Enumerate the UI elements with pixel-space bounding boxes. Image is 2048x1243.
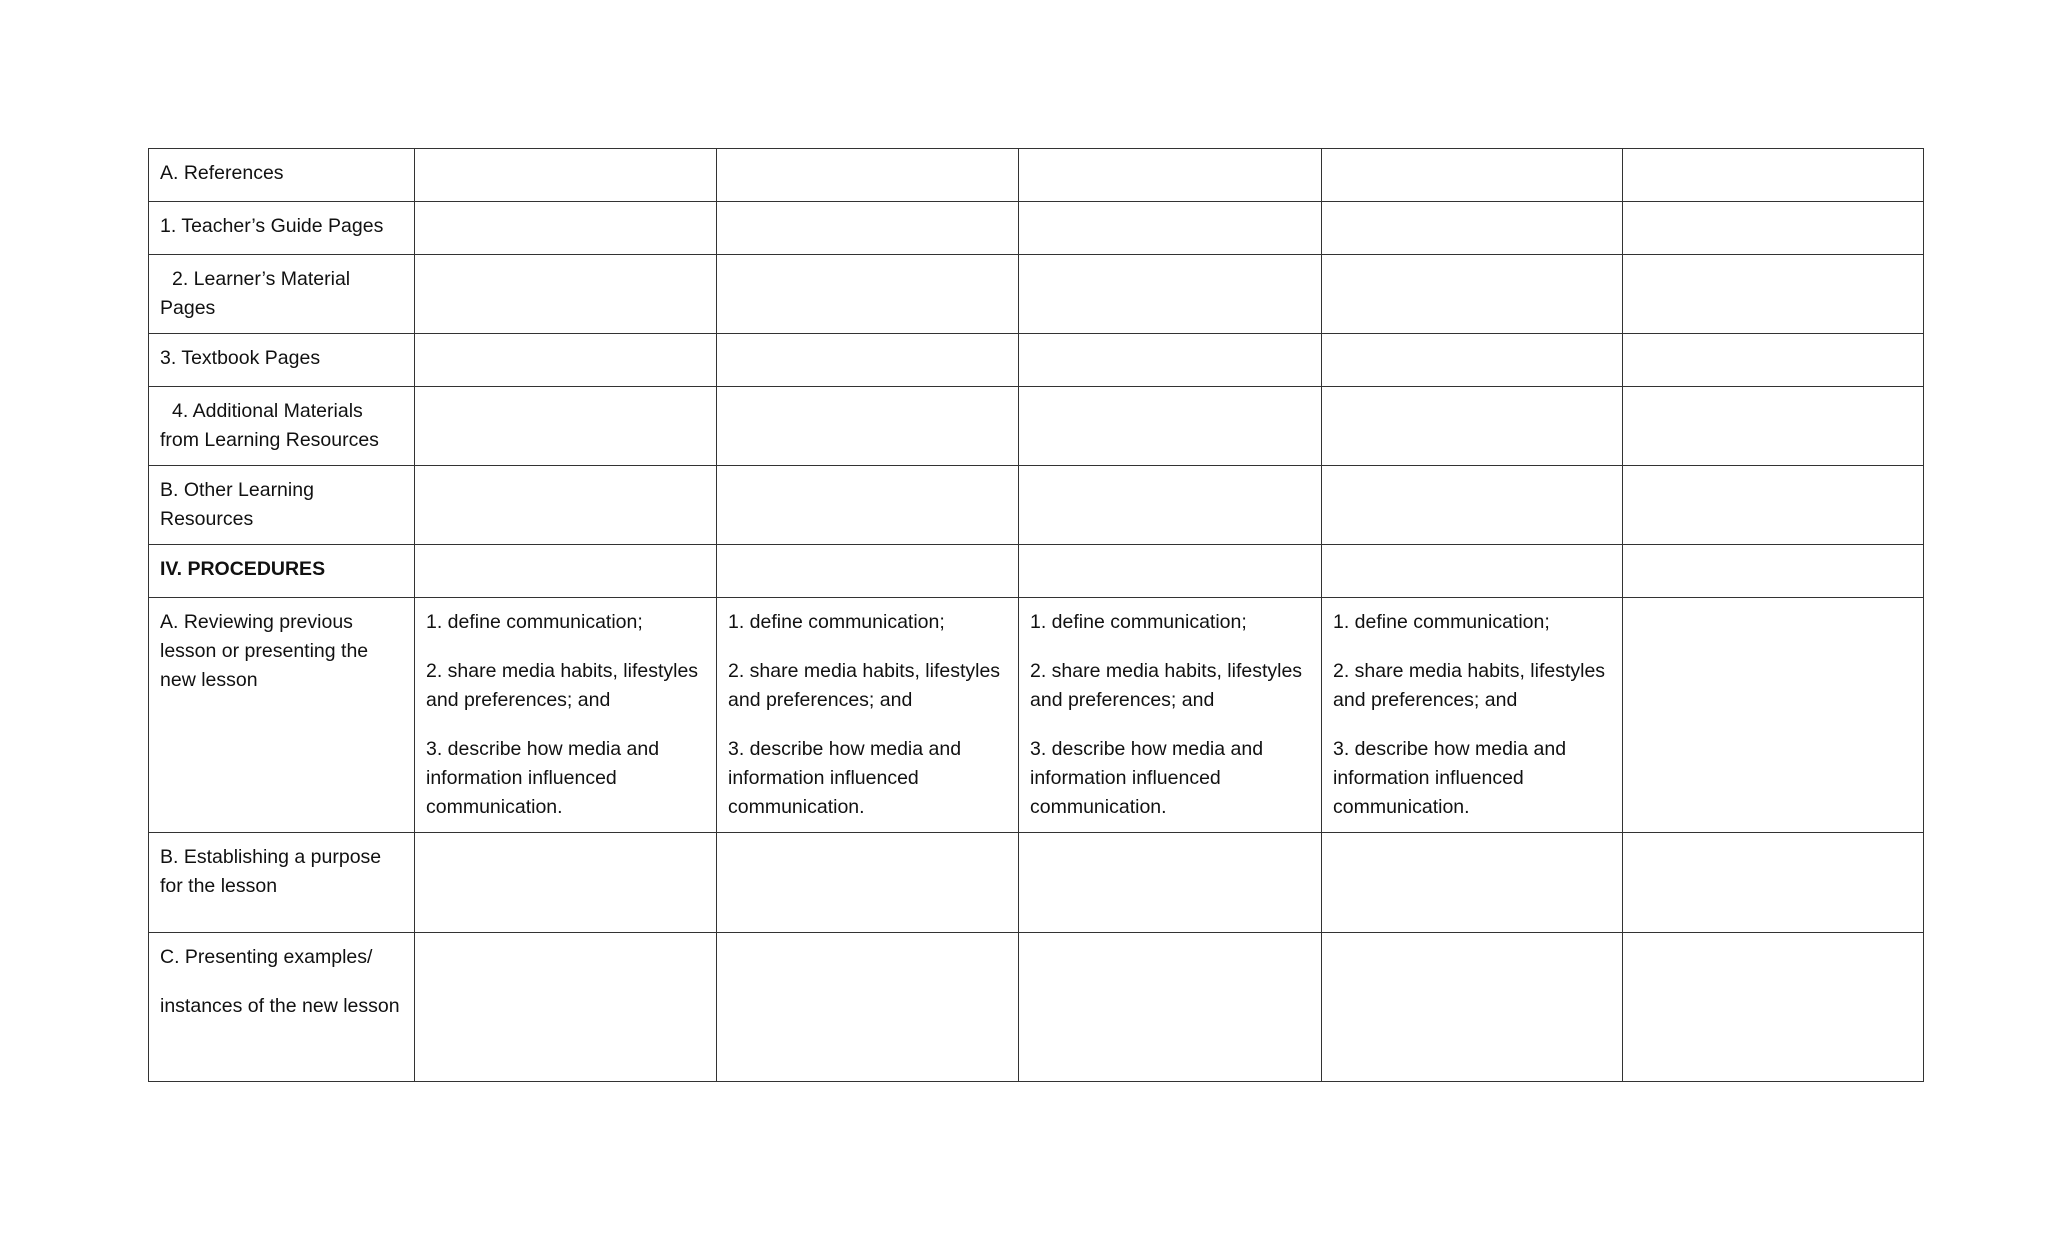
empty-cell [1623,202,1924,255]
row-label: B. Establishing a purpose for the lesson [149,833,415,933]
empty-cell [1322,202,1623,255]
empty-cell [717,466,1019,545]
objective-3: 3. describe how media and information influenced communication. [1333,738,1567,818]
table-row-additional-materials [149,387,1924,466]
empty-cell [717,149,1019,202]
empty-cell [1322,255,1623,334]
empty-cell [717,933,1019,1082]
empty-cell [1019,387,1322,466]
objectives-cell [415,598,717,833]
objective-1: 1. define communication; [728,611,945,633]
empty-cell [717,387,1019,466]
empty-cell [415,545,717,598]
row-label: A. References [149,149,415,202]
empty-cell [1623,149,1924,202]
empty-cell [1019,202,1322,255]
table-row-references [149,149,1924,202]
empty-cell [1322,933,1623,1082]
empty-cell [1623,933,1924,1082]
objective-2: 2. share media habits, lifestyles and preferences; and [426,660,699,711]
empty-cell [1322,545,1623,598]
empty-cell [415,466,717,545]
empty-cell [415,334,717,387]
empty-cell [1322,387,1623,466]
empty-cell [415,387,717,466]
row-label: 2. Learner’s Material Pages [149,255,415,334]
section-heading: IV. PROCEDURES [149,545,415,598]
empty-cell [1623,545,1924,598]
empty-cell [1019,149,1322,202]
empty-cell [717,255,1019,334]
row-label: 4. Additional Materials from Learning Resources [149,387,415,466]
row-label: 1. Teacher’s Guide Pages [149,202,415,255]
empty-cell [415,149,717,202]
objective-3: 3. describe how media and information influenced communication. [728,738,962,818]
objective-2: 2. share media habits, lifestyles and preferences; and [1333,660,1606,711]
empty-cell [415,933,717,1082]
empty-cell [1019,255,1322,334]
objectives-cell [1322,598,1623,833]
row-label: A. Reviewing previous lesson or presenting the new lesson [149,598,415,833]
row-label: 3. Textbook Pages [149,334,415,387]
table-row-learners-material [149,255,1924,334]
table-row-reviewing-lesson [149,598,1924,833]
objective-2: 2. share media habits, lifestyles and preferences; and [728,660,1001,711]
empty-cell [415,833,717,933]
empty-cell [415,255,717,334]
empty-cell [1019,833,1322,933]
empty-cell [717,202,1019,255]
table-row-teachers-guide [149,202,1924,255]
empty-cell [1623,598,1924,833]
objective-1: 1. define communication; [426,611,643,633]
objective-1: 1. define communication; [1030,611,1247,633]
table-row-procedures-heading [149,545,1924,598]
objective-3: 3. describe how media and information influenced communication. [426,738,660,818]
daily-lesson-log-table [148,148,1924,1082]
empty-cell [1322,833,1623,933]
empty-cell [1623,334,1924,387]
empty-cell [1019,334,1322,387]
empty-cell [1019,466,1322,545]
empty-cell [1019,545,1322,598]
empty-cell [1623,387,1924,466]
empty-cell [1322,149,1623,202]
objectives-cell [717,598,1019,833]
empty-cell [1322,466,1623,545]
empty-cell [415,202,717,255]
empty-cell [1322,334,1623,387]
empty-cell [717,833,1019,933]
empty-cell [1019,933,1322,1082]
table-row-other-resources [149,466,1924,545]
row-label: B. Other Learning Resources [149,466,415,545]
table-row-establishing-purpose [149,833,1924,933]
objective-2: 2. share media habits, lifestyles and preferences; and [1030,660,1303,711]
empty-cell [1623,833,1924,933]
objectives-cell [1019,598,1322,833]
empty-cell [717,545,1019,598]
row-label: C. Presenting examples/ instances of the new lesson [149,933,415,1082]
empty-cell [1623,466,1924,545]
empty-cell [717,334,1019,387]
table-row-textbook [149,334,1924,387]
table-row-presenting-examples [149,933,1924,1082]
empty-cell [1623,255,1924,334]
objective-3: 3. describe how media and information influenced communication. [1030,738,1264,818]
objective-1: 1. define communication; [1333,611,1550,633]
